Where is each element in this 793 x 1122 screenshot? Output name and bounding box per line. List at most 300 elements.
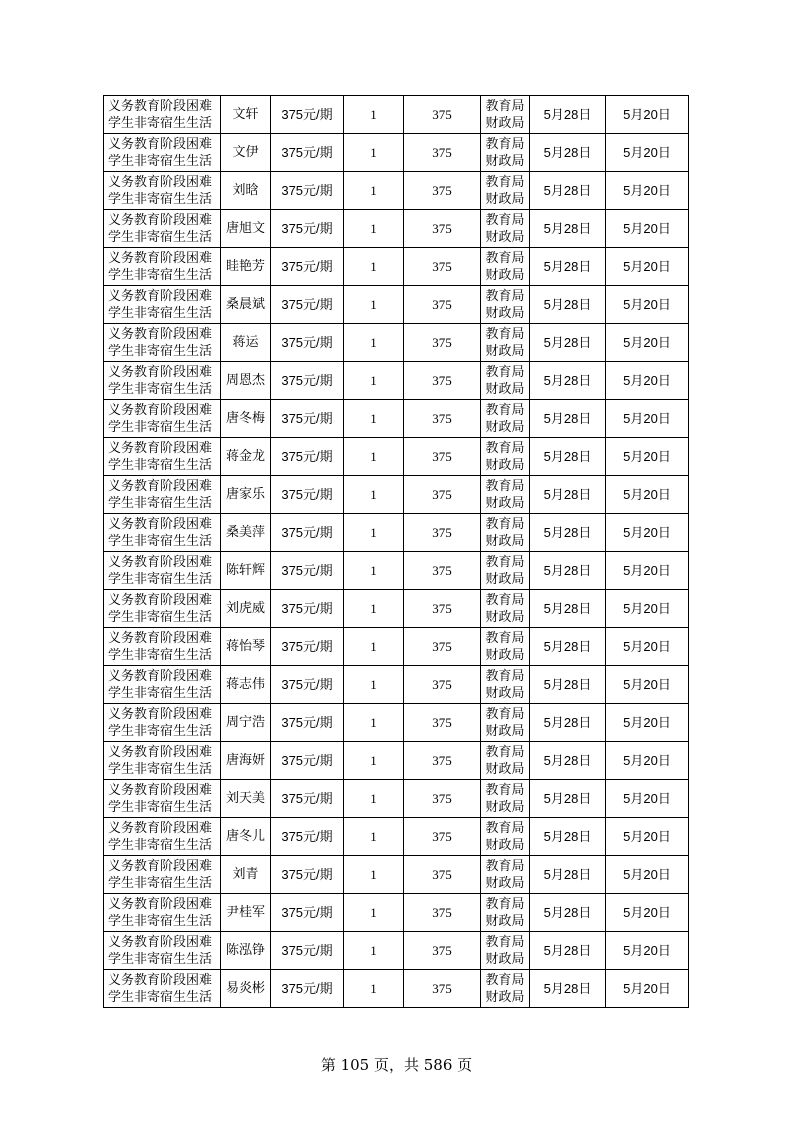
dept-cell <box>481 286 530 324</box>
date2-cell-text: 5月20日 <box>623 943 671 958</box>
date1-cell <box>530 704 606 742</box>
amount-cell-text: 375 <box>432 639 452 654</box>
table-row <box>104 514 689 552</box>
name-cell-text: 唐冬儿 <box>225 829 265 844</box>
standard-cell-text: 375元/期 <box>281 753 333 768</box>
date2-cell-text: 5月20日 <box>623 563 671 578</box>
name-cell-text: 唐冬梅 <box>225 411 265 426</box>
date2-cell <box>606 324 689 362</box>
project-cell-text: 义务教育阶段困难 <box>108 478 213 494</box>
date2-cell <box>606 248 689 286</box>
dept-cell <box>481 400 530 438</box>
dept-cell-text: 财政局 <box>485 875 525 891</box>
count-cell <box>344 590 404 628</box>
name-cell-text: 刘虎威 <box>225 601 265 616</box>
subsidy-table <box>103 95 689 1008</box>
dept-cell-text: 财政局 <box>485 153 525 169</box>
count-cell-text: 1 <box>370 677 377 692</box>
date2-cell <box>606 970 689 1008</box>
project-cell-text: 义务教育阶段困难 <box>108 896 213 912</box>
project-cell <box>104 286 221 324</box>
dept-cell <box>481 894 530 932</box>
amount-cell-text: 375 <box>432 715 452 730</box>
count-cell-text: 1 <box>370 791 377 806</box>
table-row <box>104 856 689 894</box>
count-cell <box>344 134 404 172</box>
standard-cell <box>271 818 344 856</box>
amount-cell-text: 375 <box>432 867 452 882</box>
date1-cell-text: 5月28日 <box>543 183 592 198</box>
dept-cell-text: 财政局 <box>485 191 525 207</box>
count-cell <box>344 894 404 932</box>
name-cell-text: 桑晨斌 <box>225 297 265 312</box>
project-cell <box>104 818 221 856</box>
count-cell-text: 1 <box>370 183 377 198</box>
project-cell-text: 学生非寄宿生生活 <box>108 913 213 929</box>
table-body <box>104 96 689 1008</box>
project-cell-text: 义务教育阶段困难 <box>108 212 213 228</box>
date1-cell-text: 5月28日 <box>543 753 592 768</box>
name-cell-text: 陈轩辉 <box>225 563 265 578</box>
dept-cell-text: 财政局 <box>485 419 525 435</box>
date2-cell-text: 5月20日 <box>623 297 671 312</box>
date1-cell <box>530 438 606 476</box>
count-cell-text: 1 <box>370 905 377 920</box>
dept-cell <box>481 514 530 552</box>
table-row <box>104 172 689 210</box>
dept-cell <box>481 742 530 780</box>
amount-cell-text: 375 <box>432 791 452 806</box>
project-cell-text: 义务教育阶段困难 <box>108 820 213 836</box>
table-row <box>104 590 689 628</box>
dept-cell-text: 财政局 <box>485 229 525 245</box>
table-row <box>104 362 689 400</box>
project-cell-text: 学生非寄宿生生活 <box>108 761 213 777</box>
dept-cell-text: 教育局 <box>485 250 525 266</box>
date1-cell <box>530 286 606 324</box>
count-cell-text: 1 <box>370 715 377 730</box>
project-cell <box>104 476 221 514</box>
name-cell <box>221 286 271 324</box>
date1-cell <box>530 172 606 210</box>
date1-cell <box>530 590 606 628</box>
table-row <box>104 324 689 362</box>
standard-cell-text: 375元/期 <box>281 867 333 882</box>
name-cell-text: 刘青 <box>232 867 259 882</box>
date2-cell <box>606 210 689 248</box>
project-cell-text: 义务教育阶段困难 <box>108 440 213 456</box>
table-row <box>104 932 689 970</box>
amount-cell <box>404 552 481 590</box>
amount-cell-text: 375 <box>432 829 452 844</box>
date2-cell-text: 5月20日 <box>623 677 671 692</box>
count-cell-text: 1 <box>370 449 377 464</box>
count-cell <box>344 172 404 210</box>
date1-cell-text: 5月28日 <box>543 221 592 236</box>
dept-cell <box>481 932 530 970</box>
name-cell-text: 蒋志伟 <box>225 677 265 692</box>
amount-cell-text: 375 <box>432 563 452 578</box>
dept-cell-text: 财政局 <box>485 609 525 625</box>
dept-cell-text: 教育局 <box>485 972 525 988</box>
count-cell-text: 1 <box>370 221 377 236</box>
table-row <box>104 476 689 514</box>
standard-cell-text: 375元/期 <box>281 829 333 844</box>
date2-cell <box>606 856 689 894</box>
count-cell-text: 1 <box>370 943 377 958</box>
amount-cell <box>404 324 481 362</box>
amount-cell-text: 375 <box>432 905 452 920</box>
name-cell <box>221 210 271 248</box>
standard-cell-text: 375元/期 <box>281 335 333 350</box>
count-cell-text: 1 <box>370 563 377 578</box>
project-cell-text: 义务教育阶段困难 <box>108 782 213 798</box>
date2-cell <box>606 666 689 704</box>
standard-cell-text: 375元/期 <box>281 373 333 388</box>
dept-cell-text: 财政局 <box>485 989 525 1005</box>
dept-cell-text: 财政局 <box>485 913 525 929</box>
project-cell <box>104 248 221 286</box>
name-cell <box>221 856 271 894</box>
count-cell <box>344 628 404 666</box>
date2-cell-text: 5月20日 <box>623 639 671 654</box>
count-cell <box>344 96 404 134</box>
project-cell <box>104 552 221 590</box>
project-cell <box>104 780 221 818</box>
count-cell <box>344 552 404 590</box>
date2-cell-text: 5月20日 <box>623 107 671 122</box>
amount-cell-text: 375 <box>432 297 452 312</box>
count-cell <box>344 476 404 514</box>
project-cell-text: 义务教育阶段困难 <box>108 858 213 874</box>
date1-cell <box>530 856 606 894</box>
amount-cell <box>404 970 481 1008</box>
date1-cell <box>530 628 606 666</box>
dept-cell <box>481 134 530 172</box>
amount-cell-text: 375 <box>432 411 452 426</box>
count-cell-text: 1 <box>370 107 377 122</box>
date1-cell <box>530 324 606 362</box>
dept-cell-text: 财政局 <box>485 571 525 587</box>
dept-cell-text: 教育局 <box>485 630 525 646</box>
count-cell <box>344 742 404 780</box>
dept-cell <box>481 628 530 666</box>
date2-cell-text: 5月20日 <box>623 221 671 236</box>
dept-cell-text: 财政局 <box>485 799 525 815</box>
count-cell <box>344 400 404 438</box>
dept-cell-text: 财政局 <box>485 267 525 283</box>
amount-cell <box>404 514 481 552</box>
amount-cell-text: 375 <box>432 145 452 160</box>
amount-cell <box>404 96 481 134</box>
date2-cell <box>606 704 689 742</box>
standard-cell-text: 375元/期 <box>281 639 333 654</box>
dept-cell-text: 教育局 <box>485 744 525 760</box>
date1-cell <box>530 96 606 134</box>
project-cell-text: 学生非寄宿生生活 <box>108 381 213 397</box>
standard-cell-text: 375元/期 <box>281 183 333 198</box>
date2-cell-text: 5月20日 <box>623 829 671 844</box>
date1-cell <box>530 894 606 932</box>
project-cell-text: 义务教育阶段困难 <box>108 554 213 570</box>
standard-cell <box>271 362 344 400</box>
project-cell-text: 学生非寄宿生生活 <box>108 267 213 283</box>
name-cell-text: 蒋怡琴 <box>225 639 265 654</box>
project-cell-text: 义务教育阶段困难 <box>108 136 213 152</box>
standard-cell <box>271 856 344 894</box>
project-cell <box>104 590 221 628</box>
standard-cell <box>271 932 344 970</box>
date1-cell-text: 5月28日 <box>543 145 592 160</box>
project-cell-text: 义务教育阶段困难 <box>108 402 213 418</box>
project-cell <box>104 932 221 970</box>
page-footer: 第 105 页，共 586 页 <box>320 1056 473 1074</box>
name-cell-text: 文伊 <box>232 145 259 160</box>
dept-cell-text: 财政局 <box>485 343 525 359</box>
count-cell-text: 1 <box>370 753 377 768</box>
standard-cell <box>271 552 344 590</box>
count-cell <box>344 932 404 970</box>
project-cell-text: 学生非寄宿生生活 <box>108 191 213 207</box>
name-cell <box>221 970 271 1008</box>
date2-cell-text: 5月20日 <box>623 487 671 502</box>
project-cell-text: 学生非寄宿生生活 <box>108 647 213 663</box>
dept-cell <box>481 96 530 134</box>
standard-cell <box>271 210 344 248</box>
project-cell <box>104 894 221 932</box>
project-cell <box>104 666 221 704</box>
name-cell-text: 眭艳芳 <box>225 259 265 274</box>
dept-cell <box>481 666 530 704</box>
amount-cell-text: 375 <box>432 981 452 996</box>
standard-cell-text: 375元/期 <box>281 487 333 502</box>
date2-cell <box>606 780 689 818</box>
name-cell-text: 刘天美 <box>225 791 265 806</box>
table-row <box>104 286 689 324</box>
table-row <box>104 400 689 438</box>
table-row <box>104 248 689 286</box>
standard-cell <box>271 476 344 514</box>
project-cell-text: 学生非寄宿生生活 <box>108 457 213 473</box>
standard-cell-text: 375元/期 <box>281 411 333 426</box>
standard-cell <box>271 172 344 210</box>
date1-cell <box>530 932 606 970</box>
count-cell <box>344 438 404 476</box>
dept-cell-text: 教育局 <box>485 440 525 456</box>
count-cell <box>344 970 404 1008</box>
project-cell-text: 义务教育阶段困难 <box>108 250 213 266</box>
date1-cell <box>530 362 606 400</box>
dept-cell <box>481 552 530 590</box>
table-row <box>104 818 689 856</box>
standard-cell-text: 375元/期 <box>281 981 333 996</box>
date2-cell <box>606 742 689 780</box>
name-cell-text: 唐旭文 <box>225 221 265 236</box>
date1-cell <box>530 248 606 286</box>
count-cell <box>344 666 404 704</box>
name-cell-text: 桑美萍 <box>225 525 265 540</box>
table-row <box>104 438 689 476</box>
standard-cell-text: 375元/期 <box>281 791 333 806</box>
date1-cell <box>530 210 606 248</box>
project-cell-text: 学生非寄宿生生活 <box>108 951 213 967</box>
date2-cell-text: 5月20日 <box>623 791 671 806</box>
name-cell <box>221 362 271 400</box>
date1-cell-text: 5月28日 <box>543 297 592 312</box>
date2-cell-text: 5月20日 <box>623 183 671 198</box>
dept-cell <box>481 476 530 514</box>
standard-cell-text: 375元/期 <box>281 905 333 920</box>
dept-cell-text: 教育局 <box>485 136 525 152</box>
dept-cell-text: 教育局 <box>485 516 525 532</box>
dept-cell-text: 教育局 <box>485 554 525 570</box>
date2-cell <box>606 894 689 932</box>
project-cell-text: 学生非寄宿生生活 <box>108 495 213 511</box>
count-cell-text: 1 <box>370 373 377 388</box>
count-cell <box>344 704 404 742</box>
amount-cell-text: 375 <box>432 183 452 198</box>
date2-cell-text: 5月20日 <box>623 867 671 882</box>
date1-cell <box>530 970 606 1008</box>
name-cell <box>221 780 271 818</box>
dept-cell-text: 教育局 <box>485 706 525 722</box>
standard-cell <box>271 514 344 552</box>
table-row <box>104 96 689 134</box>
dept-cell-text: 教育局 <box>485 174 525 190</box>
project-cell-text: 义务教育阶段困难 <box>108 934 213 950</box>
date1-cell <box>530 134 606 172</box>
dept-cell <box>481 818 530 856</box>
dept-cell <box>481 780 530 818</box>
count-cell-text: 1 <box>370 867 377 882</box>
dept-cell-text: 财政局 <box>485 761 525 777</box>
amount-cell <box>404 172 481 210</box>
standard-cell-text: 375元/期 <box>281 259 333 274</box>
standard-cell-text: 375元/期 <box>281 677 333 692</box>
date2-cell-text: 5月20日 <box>623 715 671 730</box>
table-row <box>104 704 689 742</box>
standard-cell <box>271 704 344 742</box>
project-cell <box>104 210 221 248</box>
date1-cell-text: 5月28日 <box>543 905 592 920</box>
project-cell-text: 学生非寄宿生生活 <box>108 305 213 321</box>
date2-cell <box>606 628 689 666</box>
standard-cell-text: 375元/期 <box>281 449 333 464</box>
date1-cell-text: 5月28日 <box>543 981 592 996</box>
amount-cell <box>404 780 481 818</box>
date1-cell-text: 5月28日 <box>543 525 592 540</box>
date1-cell-text: 5月28日 <box>543 601 592 616</box>
project-cell <box>104 628 221 666</box>
standard-cell <box>271 628 344 666</box>
amount-cell <box>404 400 481 438</box>
amount-cell <box>404 286 481 324</box>
table-row <box>104 970 689 1008</box>
project-cell-text: 义务教育阶段困难 <box>108 630 213 646</box>
date2-cell-text: 5月20日 <box>623 335 671 350</box>
date2-cell-text: 5月20日 <box>623 905 671 920</box>
amount-cell-text: 375 <box>432 449 452 464</box>
date1-cell-text: 5月28日 <box>543 943 592 958</box>
project-cell-text: 义务教育阶段困难 <box>108 744 213 760</box>
name-cell <box>221 96 271 134</box>
date2-cell-text: 5月20日 <box>623 373 671 388</box>
project-cell <box>104 400 221 438</box>
dept-cell <box>481 970 530 1008</box>
project-cell <box>104 96 221 134</box>
date2-cell <box>606 438 689 476</box>
project-cell-text: 学生非寄宿生生活 <box>108 571 213 587</box>
count-cell-text: 1 <box>370 297 377 312</box>
name-cell <box>221 172 271 210</box>
standard-cell-text: 375元/期 <box>281 525 333 540</box>
project-cell-text: 义务教育阶段困难 <box>108 364 213 380</box>
table-row <box>104 134 689 172</box>
amount-cell <box>404 210 481 248</box>
date2-cell <box>606 172 689 210</box>
dept-cell <box>481 438 530 476</box>
count-cell-text: 1 <box>370 335 377 350</box>
name-cell <box>221 818 271 856</box>
amount-cell-text: 375 <box>432 601 452 616</box>
count-cell <box>344 856 404 894</box>
project-cell-text: 义务教育阶段困难 <box>108 326 213 342</box>
name-cell <box>221 666 271 704</box>
count-cell <box>344 248 404 286</box>
project-cell-text: 学生非寄宿生生活 <box>108 685 213 701</box>
project-cell-text: 学生非寄宿生生活 <box>108 989 213 1005</box>
project-cell-text: 义务教育阶段困难 <box>108 668 213 684</box>
date1-cell-text: 5月28日 <box>543 639 592 654</box>
project-cell-text: 学生非寄宿生生活 <box>108 799 213 815</box>
dept-cell-text: 财政局 <box>485 381 525 397</box>
dept-cell-text: 财政局 <box>485 647 525 663</box>
name-cell <box>221 552 271 590</box>
project-cell-text: 义务教育阶段困难 <box>108 174 213 190</box>
table-row <box>104 552 689 590</box>
count-cell-text: 1 <box>370 829 377 844</box>
project-cell <box>104 324 221 362</box>
count-cell-text: 1 <box>370 411 377 426</box>
project-cell-text: 学生非寄宿生生活 <box>108 723 213 739</box>
standard-cell <box>271 742 344 780</box>
name-cell-text: 文轩 <box>232 107 259 122</box>
project-cell <box>104 438 221 476</box>
name-cell-text: 陈泓铮 <box>225 943 265 958</box>
name-cell <box>221 324 271 362</box>
amount-cell-text: 375 <box>432 487 452 502</box>
name-cell <box>221 590 271 628</box>
standard-cell <box>271 780 344 818</box>
table-row <box>104 628 689 666</box>
project-cell-text: 学生非寄宿生生活 <box>108 419 213 435</box>
amount-cell-text: 375 <box>432 259 452 274</box>
count-cell <box>344 324 404 362</box>
count-cell-text: 1 <box>370 145 377 160</box>
count-cell <box>344 362 404 400</box>
dept-cell-text: 教育局 <box>485 212 525 228</box>
amount-cell-text: 375 <box>432 221 452 236</box>
date1-cell-text: 5月28日 <box>543 867 592 882</box>
date2-cell <box>606 476 689 514</box>
dept-cell-text: 财政局 <box>485 533 525 549</box>
date2-cell <box>606 286 689 324</box>
dept-cell-text: 财政局 <box>485 723 525 739</box>
project-cell <box>104 172 221 210</box>
dept-cell-text: 教育局 <box>485 402 525 418</box>
count-cell <box>344 210 404 248</box>
name-cell-text: 唐家乐 <box>225 487 265 502</box>
